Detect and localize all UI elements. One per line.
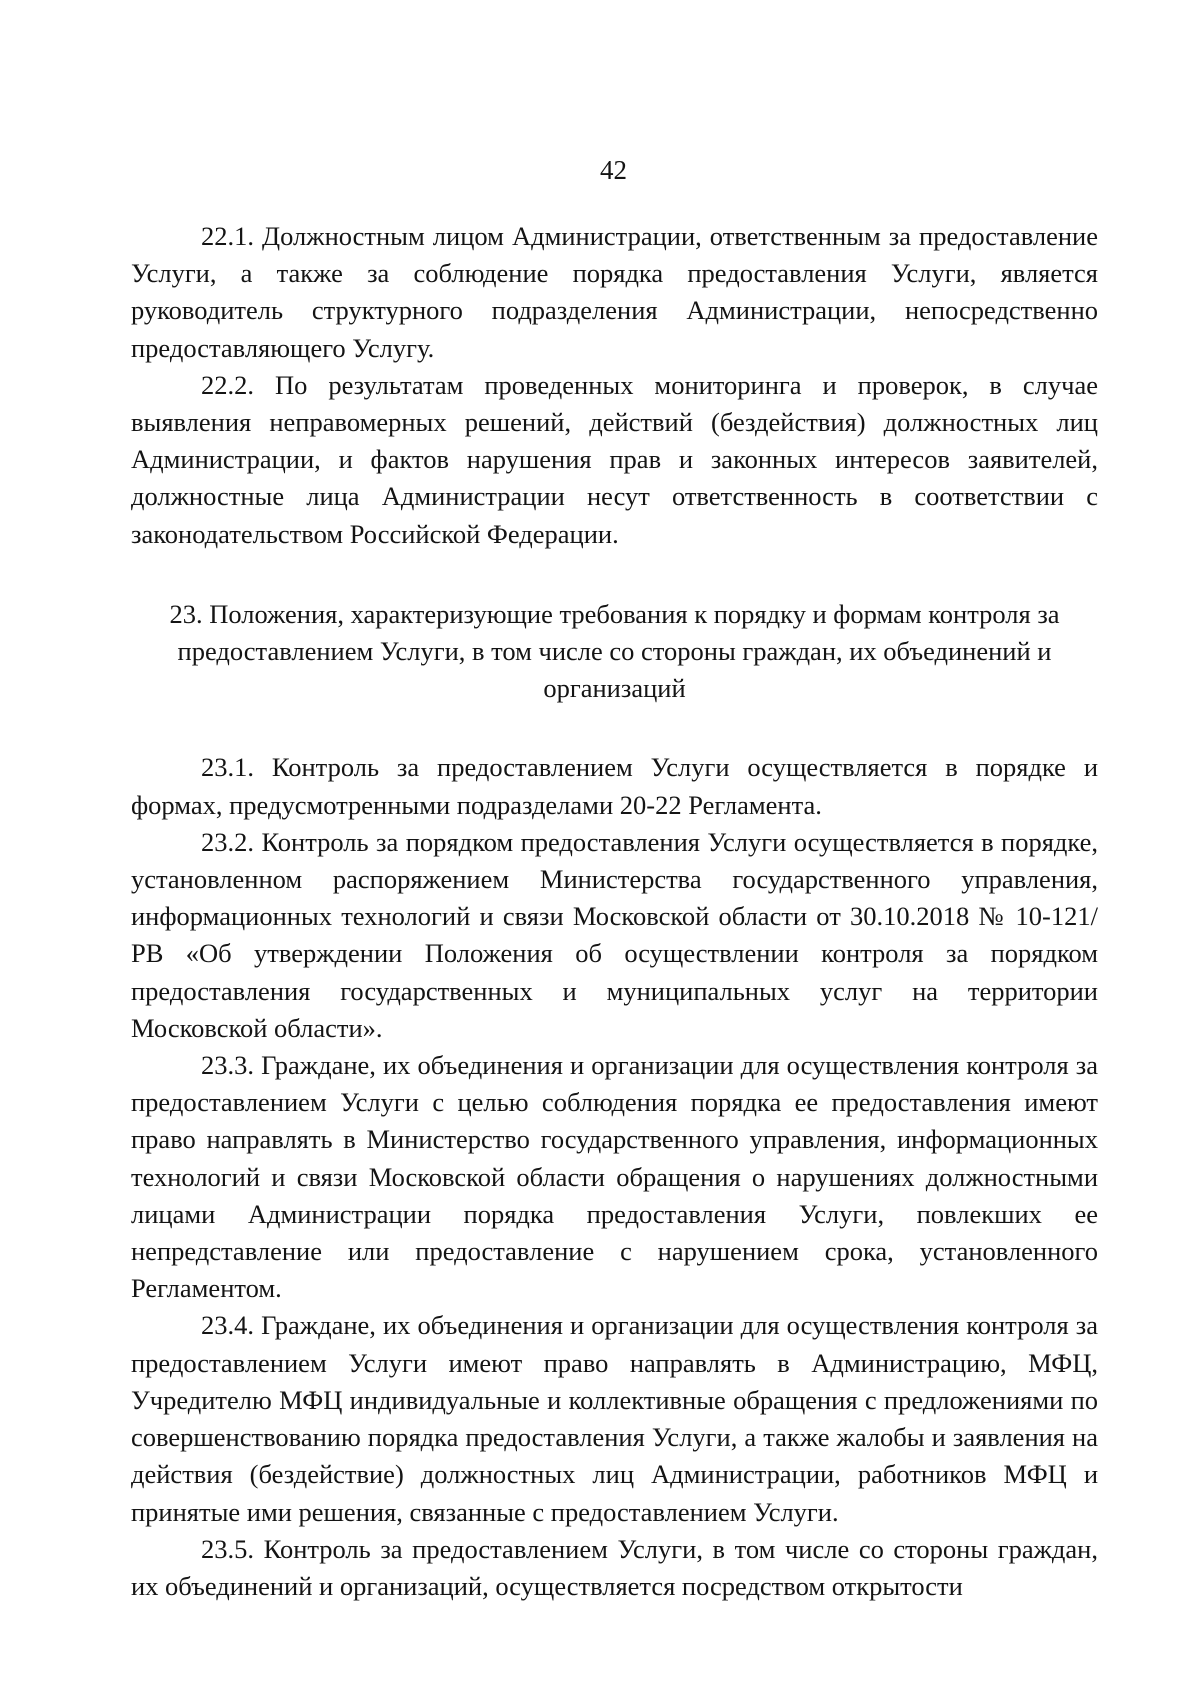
paragraph-23-3: 23.3. Граждане, их объединения и организации для осуществления контроля за предоставлением Услуги с целью соблюдения порядка ее предоставления имеют право направлять в Министерство государственного управления, информационных технологий и связи Московской области обращения о нарушениях должностными лицами Администрации порядка предоставления Услуги, повлекших ее непредставление или предоставление с нарушением срока, установленного Регламентом. [131, 1050, 1098, 1304]
paragraph-22-1: 22.1. Должностным лицом Администрации, ответственным за предоставление Услуги, а также за соблюдение порядка предоставления Услуги, является руководитель структурного подразделения Администрации, непосредственно предоставляющего Услугу. [131, 221, 1098, 363]
paragraph-23-2: 23.2. Контроль за порядком предоставления Услуги осуществляется в порядке, установленном распоряжением Министерства государственного управления, информационных технологий и связи Московской области от 30.10.2018 № 10-121/РВ «Об утверждении Положения об осуществлении контроля за порядком предоставления государственных и муниципальных услуг на территории Московской области». [131, 826, 1098, 1043]
paragraph-23-1: 23.1. Контроль за предоставлением Услуги осуществляется в порядке и формах, предусмотренными подразделами 20-22 Регламента. [131, 752, 1098, 820]
paragraph-23-5: 23.5. Контроль за предоставлением Услуги, в том числе со стороны граждан, их объединений и организаций, осуществляется посредством открытости [131, 1533, 1098, 1601]
section-heading-23: 23. Положения, характеризующие требования к порядку и формам контроля за предоставлением Услуги, в том числе со стороны граждан, их объединений и организаций [169, 598, 1060, 704]
document-body [131, 218, 1098, 1605]
paragraph-22-2: 22.2. По результатам проведенных мониторинга и проверок, в случае выявления неправомерных решений, действий (бездействия) должностных лиц Администрации, и фактов нарушения прав и законных интересов заявителей, должностные лица Администрации несут ответственность в соответствии с законодательством Российской Федерации. [131, 369, 1098, 549]
paragraph-23-4: 23.4. Граждане, их объединения и организации для осуществления контроля за предоставлением Услуги имеют право направлять в Администрацию, МФЦ, Учредителю МФЦ индивидуальные и коллективные обращения с предложениями по совершенствованию порядка предоставления Услуги, а также жалобы и заявления на действия (бездействие) должностных лиц Администрации, работников МФЦ и принятые ими решения, связанные с предоставлением Услуги. [131, 1310, 1098, 1527]
page-number: 42 [600, 155, 627, 185]
